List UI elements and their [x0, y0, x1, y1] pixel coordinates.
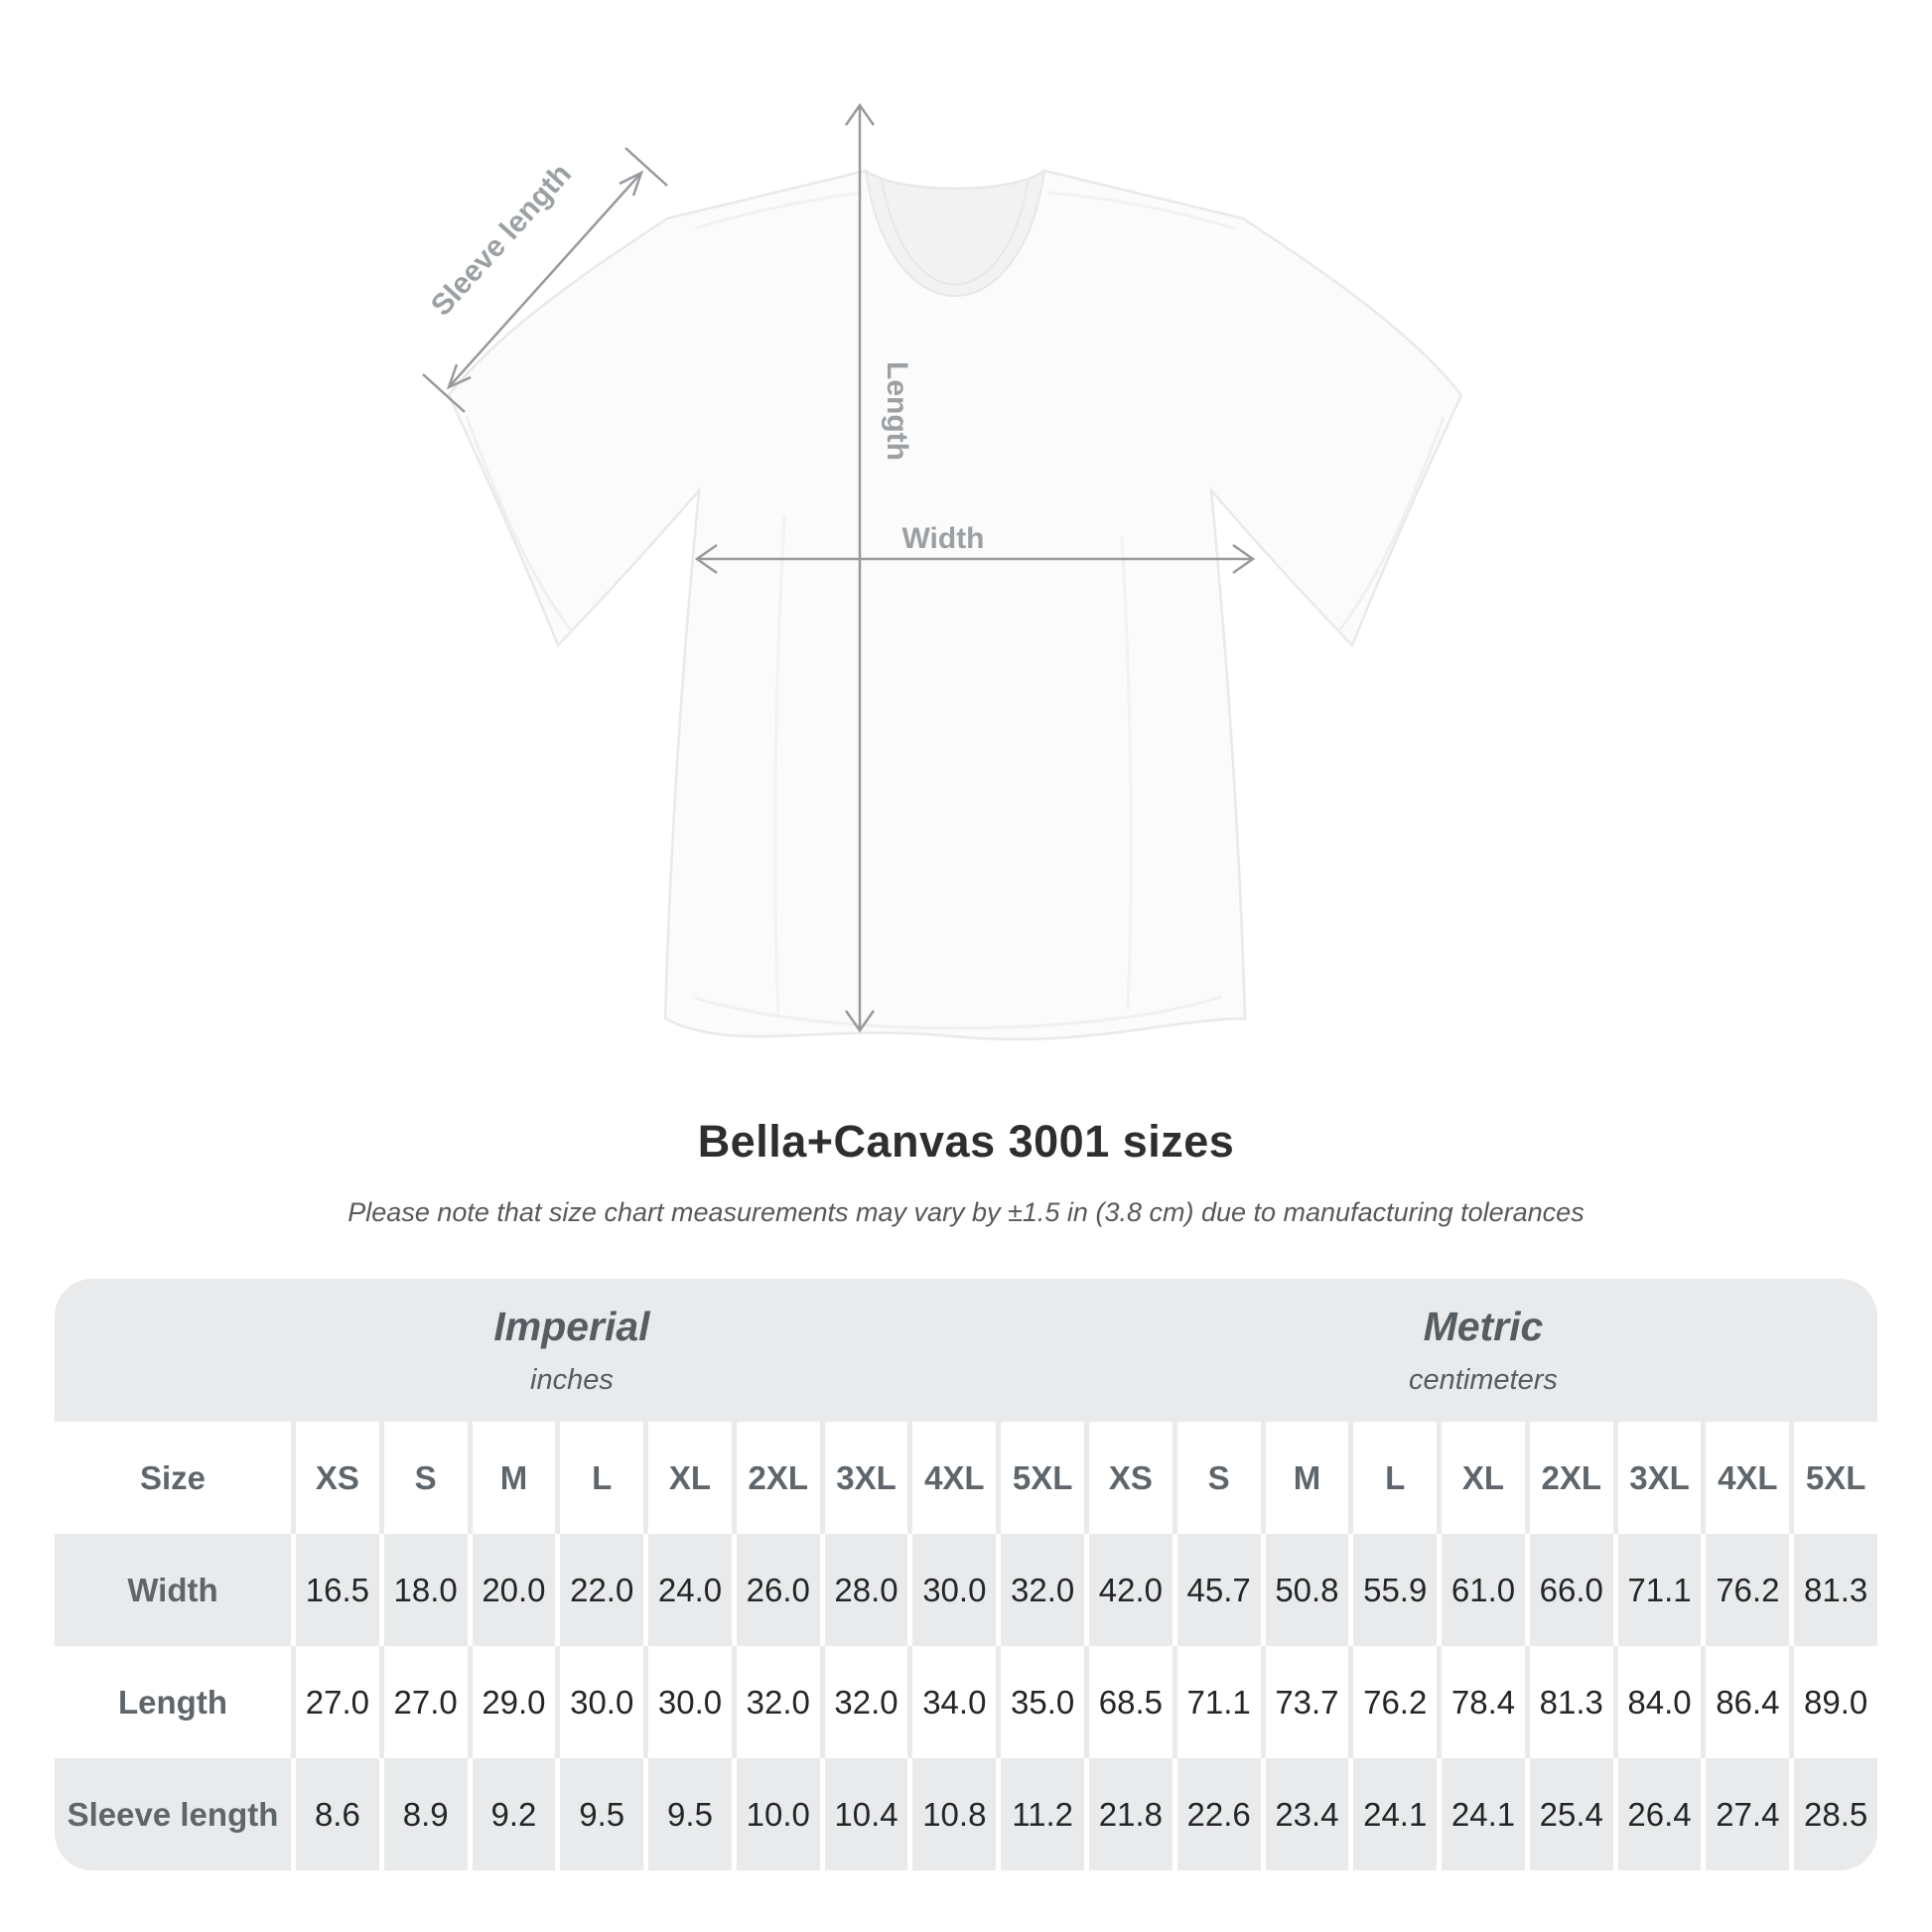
- value-cell: 27.0: [296, 1646, 379, 1758]
- value-cell: 30.0: [912, 1534, 996, 1646]
- value-cell: 76.2: [1706, 1534, 1789, 1646]
- size-cell: M: [1266, 1422, 1349, 1534]
- size-cell: XL: [648, 1422, 732, 1534]
- value-cell: 9.2: [473, 1758, 556, 1870]
- size-cell: 4XL: [1706, 1422, 1789, 1534]
- value-cell: 50.8: [1266, 1534, 1349, 1646]
- page-title: Bella+Canvas 3001 sizes: [697, 1116, 1235, 1167]
- value-cell: 32.0: [1001, 1534, 1084, 1646]
- value-cell: 30.0: [648, 1646, 732, 1758]
- value-cell: 55.9: [1353, 1534, 1437, 1646]
- value-cell: 68.5: [1089, 1646, 1173, 1758]
- value-cell: 29.0: [473, 1646, 556, 1758]
- size-cell: 3XL: [1618, 1422, 1702, 1534]
- page-subtitle: Please note that size chart measurements may vary by ±1.5 in (3.8 cm) due to manufacturing tolerances: [347, 1197, 1585, 1227]
- size-cell: 5XL: [1794, 1422, 1877, 1534]
- metric-label: Metric: [1423, 1304, 1544, 1349]
- value-cell: 9.5: [648, 1758, 732, 1870]
- value-cell: 22.0: [560, 1534, 643, 1646]
- value-cell: 42.0: [1089, 1534, 1173, 1646]
- value-cell: 26.0: [737, 1534, 820, 1646]
- value-cell: 86.4: [1706, 1646, 1789, 1758]
- size-cell: XS: [296, 1422, 379, 1534]
- value-cell: 21.8: [1089, 1758, 1173, 1870]
- size-column-header: Size: [55, 1422, 291, 1534]
- value-cell: 8.6: [296, 1758, 379, 1870]
- value-cell: 18.0: [384, 1534, 468, 1646]
- imperial-group-header: [55, 1279, 1089, 1422]
- size-cell: 3XL: [825, 1422, 908, 1534]
- size-cell: 2XL: [737, 1422, 820, 1534]
- value-cell: 27.0: [384, 1646, 468, 1758]
- value-cell: 11.2: [1001, 1758, 1084, 1870]
- value-cell: 28.5: [1794, 1758, 1877, 1870]
- value-cell: 9.5: [560, 1758, 643, 1870]
- value-cell: 76.2: [1353, 1646, 1437, 1758]
- value-cell: 10.0: [737, 1758, 820, 1870]
- metric-group-header: [1089, 1279, 1877, 1422]
- size-cell: M: [473, 1422, 556, 1534]
- size-cell: S: [384, 1422, 468, 1534]
- row-label-sleeve-length: Sleeve length: [55, 1758, 291, 1870]
- value-cell: 28.0: [825, 1534, 908, 1646]
- row-label-length: Length: [55, 1646, 291, 1758]
- value-cell: 24.1: [1442, 1758, 1525, 1870]
- value-cell: 73.7: [1266, 1646, 1349, 1758]
- imperial-label: Imperial: [493, 1304, 650, 1349]
- size-cell: XL: [1442, 1422, 1525, 1534]
- size-cell: 2XL: [1530, 1422, 1613, 1534]
- value-cell: 61.0: [1442, 1534, 1525, 1646]
- value-cell: 23.4: [1266, 1758, 1349, 1870]
- size-cell: L: [560, 1422, 643, 1534]
- length-label: Length: [881, 361, 913, 461]
- size-cell: XS: [1089, 1422, 1173, 1534]
- value-cell: 30.0: [560, 1646, 643, 1758]
- width-label: Width: [901, 522, 985, 555]
- imperial-unit-label: inches: [530, 1364, 614, 1396]
- value-cell: 10.8: [912, 1758, 996, 1870]
- value-cell: 24.1: [1353, 1758, 1437, 1870]
- value-cell: 16.5: [296, 1534, 379, 1646]
- table-row-width: [55, 1534, 1877, 1646]
- value-cell: 25.4: [1530, 1758, 1613, 1870]
- row-label-width: Width: [55, 1534, 291, 1646]
- value-cell: 24.0: [648, 1534, 732, 1646]
- value-cell: 8.9: [384, 1758, 468, 1870]
- value-cell: 45.7: [1177, 1534, 1261, 1646]
- tshirt-silhouette: [449, 171, 1461, 1039]
- value-cell: 81.3: [1794, 1534, 1877, 1646]
- value-cell: 81.3: [1530, 1646, 1613, 1758]
- sleeve-length-label: Sleeve length: [424, 157, 578, 323]
- size-header-row: [55, 1422, 1877, 1534]
- value-cell: 71.1: [1618, 1534, 1702, 1646]
- size-cell: S: [1177, 1422, 1261, 1534]
- value-cell: 27.4: [1706, 1758, 1789, 1870]
- value-cell: 78.4: [1442, 1646, 1525, 1758]
- value-cell: 22.6: [1177, 1758, 1261, 1870]
- size-cell: 5XL: [1001, 1422, 1084, 1534]
- value-cell: 10.4: [825, 1758, 908, 1870]
- size-cell: 4XL: [912, 1422, 996, 1534]
- value-cell: 71.1: [1177, 1646, 1261, 1758]
- value-cell: 35.0: [1001, 1646, 1084, 1758]
- table-row-length: [55, 1646, 1877, 1758]
- value-cell: 26.4: [1618, 1758, 1702, 1870]
- metric-unit-label: centimeters: [1409, 1364, 1558, 1396]
- unit-group-header-row: [55, 1279, 1877, 1422]
- value-cell: 34.0: [912, 1646, 996, 1758]
- value-cell: 32.0: [737, 1646, 820, 1758]
- size-table: [55, 1279, 1877, 1870]
- table-row-sleeve-length: [55, 1758, 1877, 1870]
- value-cell: 84.0: [1618, 1646, 1702, 1758]
- size-cell: L: [1353, 1422, 1437, 1534]
- value-cell: 32.0: [825, 1646, 908, 1758]
- value-cell: 89.0: [1794, 1646, 1877, 1758]
- value-cell: 66.0: [1530, 1534, 1613, 1646]
- value-cell: 20.0: [473, 1534, 556, 1646]
